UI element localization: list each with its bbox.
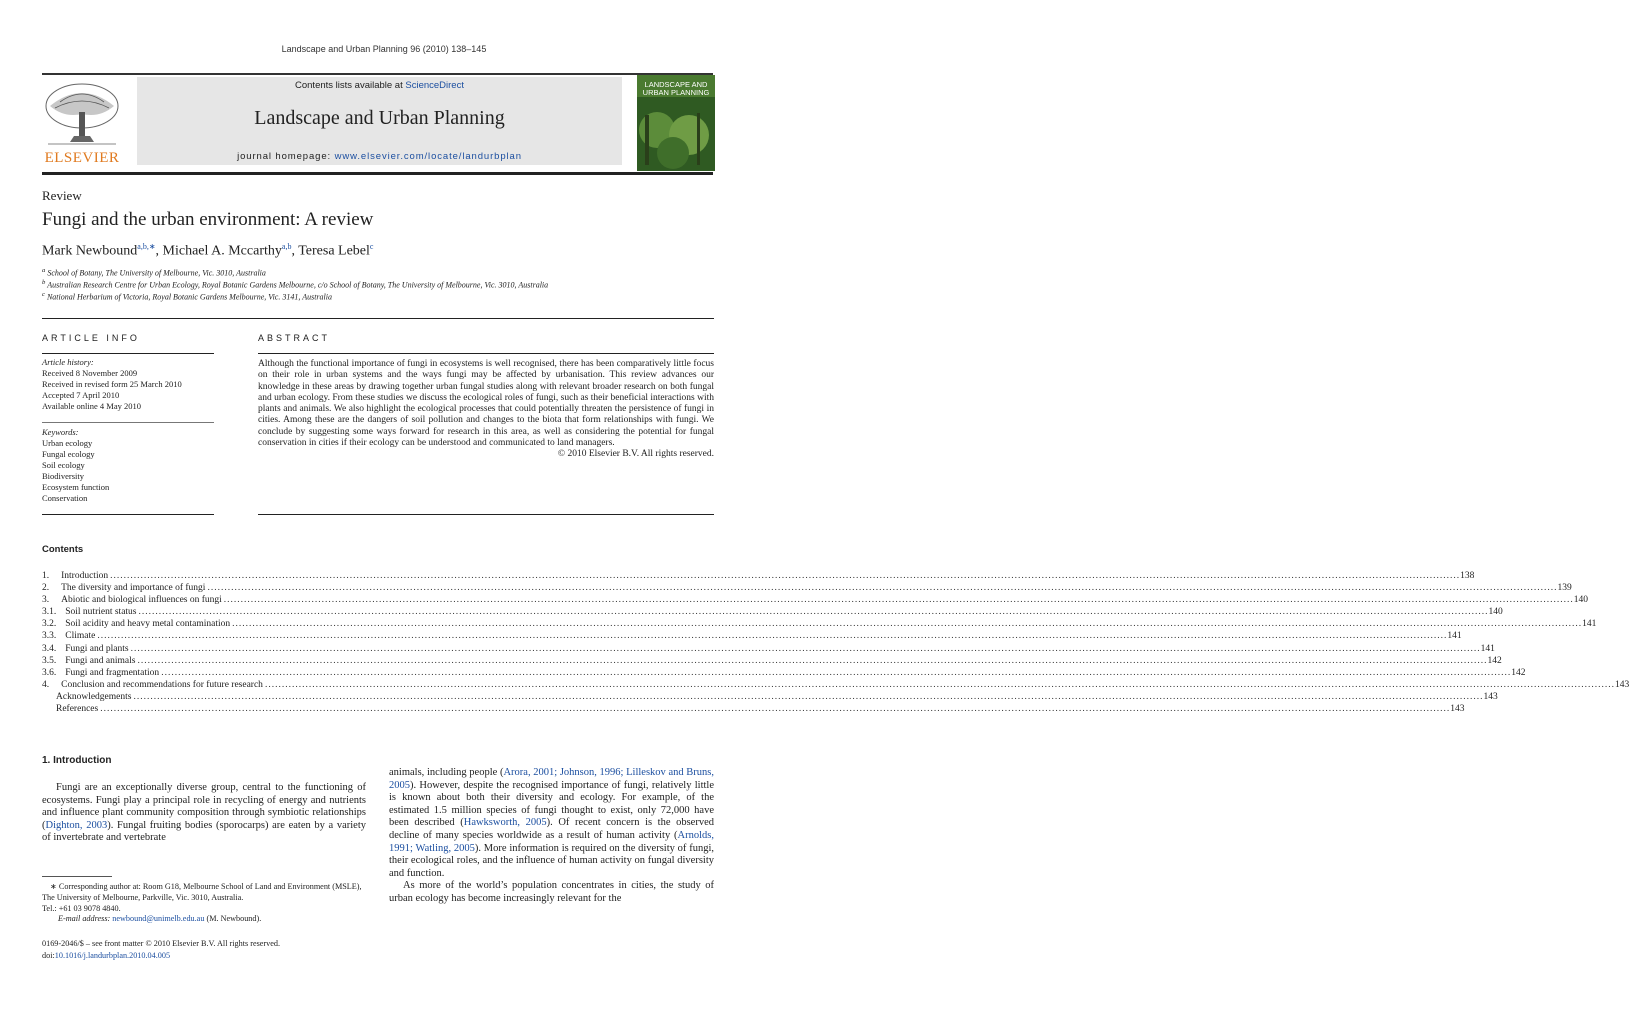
author-3-affil[interactable]: c	[369, 242, 374, 251]
toc-page-number[interactable]: 143	[1450, 704, 1465, 715]
footnote-email-line	[42, 914, 367, 925]
cover-title-line2: URBAN PLANNING	[642, 88, 710, 97]
toc-entry[interactable]	[42, 667, 1526, 679]
intro-paragraph	[42, 782, 366, 845]
keyword: Biodiversity	[42, 471, 85, 481]
issn-line: 0169-2046/$ – see front matter © 2010 Elsevier B.V. All rights reserved.	[42, 939, 281, 948]
keyword: Urban ecology	[42, 438, 93, 448]
footnote-tel: Tel.: +61 03 9078 4840.	[42, 903, 121, 913]
article-history	[42, 357, 214, 412]
toc-page-number[interactable]: 141	[1480, 643, 1495, 654]
toc-number: 3.	[42, 595, 50, 606]
toc-entry[interactable]	[42, 606, 1503, 618]
journal-cover-image[interactable]	[637, 75, 715, 171]
toc-leader-dots: ................................................................................................................................................................................................................................................................................................................................................................................................................	[223, 595, 1574, 606]
toc-label[interactable]: Fungi and plants	[56, 643, 130, 655]
affiliation-mark: c	[42, 291, 45, 298]
toc-label[interactable]: References	[42, 703, 100, 715]
email-suffix: (M. Newbound).	[204, 914, 262, 924]
toc-number: 3.2.	[42, 619, 57, 630]
toc-label[interactable]: Introduction	[49, 570, 110, 582]
history-accepted: Accepted 7 April 2010	[42, 390, 120, 400]
email-label: E-mail address:	[58, 914, 113, 924]
contents-title: Contents	[42, 544, 84, 555]
toc-label[interactable]: Fungi and animals	[56, 655, 137, 667]
toc-page-number[interactable]: 140	[1488, 607, 1503, 618]
article-title: Fungi and the urban environment: A review	[42, 209, 374, 230]
intro-text: ). Of recent concern is the observed decline of many species worldwide as a result of human activity (	[389, 817, 714, 841]
affiliation-b	[42, 279, 548, 290]
toc-label[interactable]: Abiotic and biological influences on fungi	[49, 594, 224, 606]
abstract-body	[258, 359, 714, 461]
toc-entry[interactable]	[42, 643, 1495, 655]
author-list	[42, 242, 373, 260]
toc-page-number[interactable]: 140	[1573, 595, 1589, 606]
toc-number: 3.3.	[42, 631, 57, 642]
history-label: Article history:	[42, 357, 94, 367]
affiliation-mark: b	[42, 279, 46, 286]
affiliation-text: National Herbarium of Victoria, Royal Botanic Gardens Melbourne, Vic. 3141, Australia	[46, 292, 332, 302]
author-1: Mark Newbound	[42, 243, 138, 259]
toc-entry[interactable]	[42, 655, 1502, 667]
affiliation-a	[42, 267, 266, 278]
corresponding-author-footnote	[42, 882, 367, 925]
abstract-bottom-rule	[258, 514, 714, 515]
keywords	[42, 427, 214, 504]
intro-text: ). More information is required on the diversity of fungi, their ecological roles, and the influence of human activity on fungal diversity and function.	[389, 842, 714, 879]
toc-entry[interactable]	[42, 618, 1597, 630]
toc-page-number[interactable]: 141	[1582, 619, 1597, 630]
abstract-copyright: © 2010 Elsevier B.V. All rights reserved.	[557, 449, 714, 460]
abstract-text: Although the functional importance of fungi in ecosystems is well recognised, there has been comparatively little focus on their role in urban systems and the ways fungi may be affected by urbanisation. This review advances our knowledge in these areas by drawing together urban fungal studies along with relevant broader research on both fungal and urban ecology. From these studies we discuss the ecological roles of fungi, such as their beneficial interactions with plants and animals. We also highlight the ecological processes that could potentially threaten the persistence of fungi in cities. Among these are the dangers of soil pollution and changes to the biota that form relationships with fungi. We conclude by suggesting some ways forward for research in this area, as well as considering the potential for fungal conservation in cities if their ecology can be understood and communicated to land managers.	[258, 359, 714, 449]
toc-page-number[interactable]: 142	[1511, 667, 1526, 678]
article-info-rule	[42, 353, 214, 354]
toc-label[interactable]: Acknowledgements	[42, 691, 133, 703]
toc-label[interactable]: Soil nutrient status	[56, 606, 138, 618]
front-matter	[42, 938, 367, 961]
toc-entry[interactable]	[42, 703, 1465, 715]
toc-number: 3.6.	[42, 667, 57, 678]
toc-number: 3.4.	[42, 643, 57, 654]
doi-label: doi:	[42, 950, 55, 960]
keywords-label: Keywords:	[42, 427, 79, 437]
author-2-affil[interactable]: a,b	[281, 242, 292, 251]
affiliation-c	[42, 291, 332, 302]
history-online: Available online 4 May 2010	[42, 401, 141, 411]
intro-left-column	[42, 782, 366, 845]
doi-line	[42, 950, 367, 962]
keyword: Fungal ecology	[42, 449, 95, 459]
toc-leader-dots: ................................................................................................................................................................................................................................................................................................................................................................................................................	[138, 607, 1489, 618]
toc-entry[interactable]	[42, 630, 1462, 642]
toc-entry[interactable]	[42, 594, 1589, 606]
citation-link[interactable]: Arora, 2001; Johnson, 1996; Lilleskov and Bruns, 2005	[389, 767, 715, 791]
toc-number: 1.	[42, 571, 50, 581]
history-revised: Received in revised form 25 March 2010	[42, 379, 182, 389]
toc-page-number[interactable]: 143	[1483, 691, 1498, 702]
toc-leader-dots: ................................................................................................................................................................................................................................................................................................................................................................................................................	[97, 631, 1448, 642]
affiliation-text: School of Botany, The University of Melbourne, Vic. 3010, Australia	[47, 268, 266, 278]
affiliation-mark: a	[42, 267, 46, 274]
toc-entry[interactable]	[42, 691, 1498, 703]
keyword: Conservation	[42, 493, 88, 503]
homepage-label: journal homepage:	[237, 151, 335, 162]
toc-leader-dots: ................................................................................................................................................................................................................................................................................................................................................................................................................	[100, 704, 1451, 715]
toc-number: 3.1.	[42, 607, 57, 618]
cover-title-line1: LANDSCAPE AND	[644, 80, 708, 89]
journal-reference: Landscape and Urban Planning 96 (2010) 138–145	[281, 44, 487, 54]
intro-paragraph-2: As more of the world’s population concentrates in cities, the study of urban ecology has become increasingly relevant for the	[389, 880, 714, 904]
toc-label[interactable]: Fungi and fragmentation	[56, 667, 161, 679]
article-info-bottom-rule	[42, 514, 214, 515]
keyword: Soil ecology	[42, 460, 85, 470]
toc-label[interactable]: Conclusion and recommendations for future research	[49, 679, 265, 691]
author-2: Michael A. Mccarthy	[162, 243, 282, 259]
elsevier-logo[interactable]	[40, 78, 124, 168]
toc-page-number[interactable]: 143	[1614, 679, 1629, 690]
footnote-address: ∗ Corresponding author at: Room G18, Melbourne School of Land and Environment (MSLE), The University of Melbourne, Parkville, Vic. 3010, Australia.	[42, 882, 362, 902]
citation-link[interactable]: Hawksworth, 2005	[463, 817, 547, 829]
toc-label[interactable]: Soil acidity and heavy metal contamination	[56, 618, 232, 630]
cover-title	[639, 81, 713, 97]
homepage-link[interactable]: www.elsevier.com/locate/landurbplan	[334, 151, 522, 162]
history-received: Received 8 November 2009	[42, 368, 138, 378]
intro-text: ). Fungal fruiting bodies (sporocarps) are eaten by a variety of invertebrate and vertebrate	[42, 819, 366, 844]
toc-number: 3.5.	[42, 655, 57, 666]
author-3: Teresa Lebel	[298, 243, 370, 259]
toc-leader-dots: ................................................................................................................................................................................................................................................................................................................................................................................................................	[161, 667, 1512, 678]
author-1-affil[interactable]: a,b,∗	[137, 242, 156, 251]
article-type: Review	[42, 188, 82, 203]
intro-paragraph	[389, 767, 714, 880]
toc-page-number[interactable]: 138	[1460, 571, 1475, 581]
toc-leader-dots: ................................................................................................................................................................................................................................................................................................................................................................................................................	[137, 655, 1488, 666]
masthead-top-rule	[42, 73, 713, 75]
abstract-rule	[258, 353, 714, 354]
toc-leader-dots: ................................................................................................................................................................................................................................................................................................................................................................................................................	[264, 679, 1615, 690]
toc-label[interactable]: Climate	[56, 630, 97, 642]
toc-entry[interactable]	[42, 679, 1629, 691]
toc-leader-dots: ................................................................................................................................................................................................................................................................................................................................................................................................................	[130, 643, 1481, 654]
keyword: Ecosystem function	[42, 482, 110, 492]
citation-link[interactable]: Dighton, 2003	[45, 819, 108, 831]
toc-entry[interactable]	[42, 582, 1572, 594]
footnote-rule	[42, 876, 112, 877]
contents-available-text: Contents lists available at	[295, 80, 406, 91]
toc-page-number[interactable]: 139	[1557, 583, 1572, 594]
toc-leader-dots: ................................................................................................................................................................................................................................................................................................................................................................................................................	[133, 691, 1484, 702]
toc-label[interactable]: The diversity and importance of fungi	[49, 582, 207, 594]
toc-page-number[interactable]: 142	[1487, 655, 1502, 666]
toc-page-number[interactable]: 141	[1447, 631, 1462, 642]
journal-homepage	[137, 151, 622, 162]
publisher-name: ELSEVIER	[44, 150, 120, 166]
email-link[interactable]: newbound@unimelb.edu.au	[112, 914, 205, 924]
doi-link[interactable]: 10.1016/j.landurbplan.2010.04.005	[54, 950, 171, 960]
section-rule	[42, 318, 714, 319]
intro-text: ). However, despite the recognised importance of fungi, relatively little is known about both their diversity and ecology. For example, of the estimated 1.5 million species of fungi thought to exist, only 72,000 have been described (	[389, 779, 714, 829]
contents-available	[137, 80, 622, 91]
intro-text: animals, including people (	[389, 767, 504, 778]
section-heading-introduction: 1. Introduction	[42, 755, 112, 766]
toc-leader-dots: ................................................................................................................................................................................................................................................................................................................................................................................................................	[110, 571, 1461, 581]
article-info-heading: ARTICLE INFO	[42, 333, 140, 343]
toc-number: 2.	[42, 583, 50, 594]
keywords-rule	[42, 422, 214, 423]
affiliation-text: Australian Research Centre for Urban Ecology, Royal Botanic Gardens Melbourne, c/o School of Botany, The University of Melbourne, Vic. 3010, Australia	[47, 280, 549, 290]
intro-text: Fungi are an exceptionally diverse group, central to the functioning of ecosystems. Fungi play a principal role in recycling of energy and nutrients and influence plant community composition through symbiotic relationships (	[42, 782, 366, 831]
sciencedirect-link[interactable]: ScienceDirect	[405, 80, 464, 91]
toc-leader-dots: ................................................................................................................................................................................................................................................................................................................................................................................................................	[232, 619, 1583, 630]
toc-number: 4.	[42, 679, 50, 690]
citation-link[interactable]: Arnolds, 1991; Watling, 2005	[389, 829, 714, 854]
toc-entry[interactable]	[42, 570, 1475, 582]
journal-title: Landscape and Urban Planning	[254, 107, 505, 129]
toc-leader-dots: ................................................................................................................................................................................................................................................................................................................................................................................................................	[207, 583, 1558, 594]
masthead-bottom-rule	[42, 172, 713, 175]
intro-right-column	[389, 767, 714, 906]
abstract-heading: ABSTRACT	[258, 333, 331, 343]
author-separator: ,	[155, 243, 163, 259]
table-of-contents	[42, 570, 1629, 715]
author-separator: ,	[291, 243, 299, 259]
